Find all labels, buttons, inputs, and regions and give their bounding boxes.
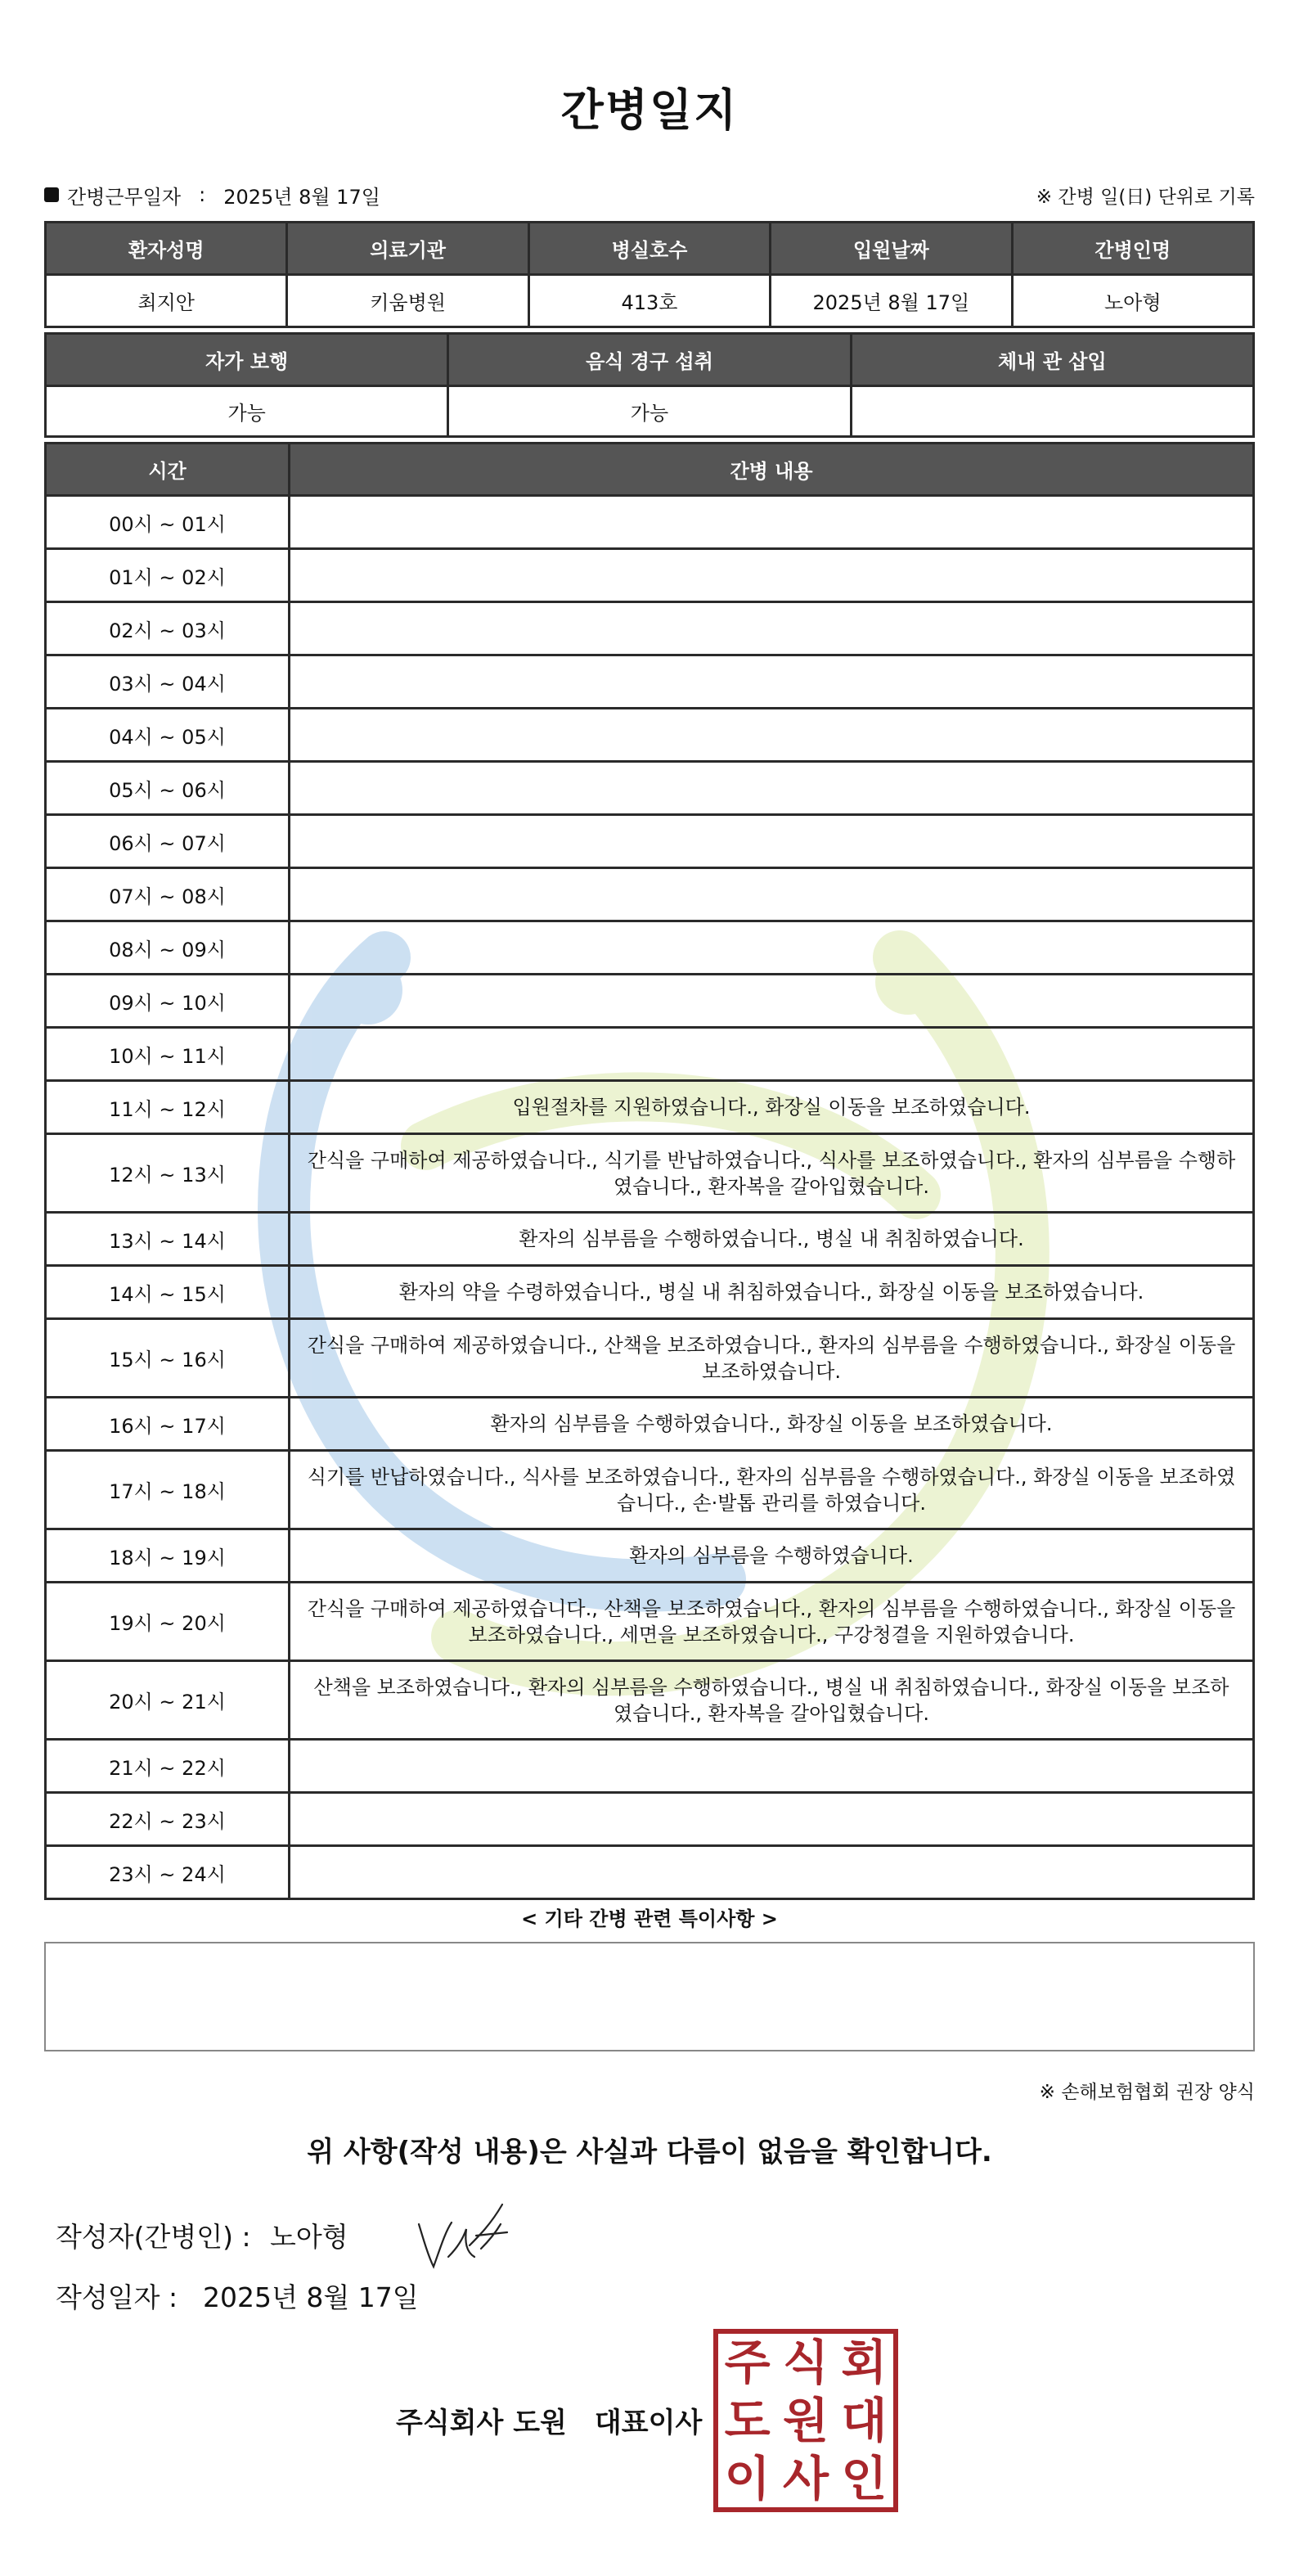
seal-char: 사 [782, 2450, 829, 2506]
seal-char: 식 [782, 2335, 829, 2391]
time-cell: 04시 ~ 05시 [46, 709, 290, 762]
time-cell: 23시 ~ 24시 [46, 1846, 290, 1899]
care-content-cell [290, 868, 1254, 921]
table-row [46, 496, 1254, 549]
care-content-cell [290, 602, 1254, 655]
care-content-cell [290, 1028, 1254, 1081]
writer-line [56, 2216, 348, 2254]
seal-char: 도 [724, 2392, 771, 2448]
caregiver-name: 노아형 [1012, 275, 1253, 327]
seal-char: 원 [782, 2392, 829, 2448]
time-cell: 19시 ~ 20시 [46, 1583, 290, 1661]
page-title: 간병일지 [560, 84, 739, 136]
work-date-label: 간병근무일자 [67, 185, 182, 209]
care-content-cell: 식기를 반납하였습니다., 식사를 보조하였습니다., 환자의 심부름을 수행하였습니다., 화장실 이동을 보조하였습니다., 손·발톱 관리를 하였습니다. [290, 1451, 1254, 1529]
time-cell: 05시 ~ 06시 [46, 762, 290, 815]
meta-row [44, 178, 1255, 211]
care-content-cell: 간식을 구매하여 제공하였습니다., 산책을 보조하였습니다., 환자의 심부름을 수행하였습니다., 화장실 이동을 보조하였습니다., 세면을 보조하였습니다., 구강청결을 지원하였습니다. [290, 1583, 1254, 1661]
seal-char: 주 [724, 2335, 771, 2391]
written-date-line [56, 2277, 419, 2315]
time-cell: 21시 ~ 22시 [46, 1740, 290, 1793]
care-content-cell: 환자의 약을 수령하였습니다., 병실 내 취침하였습니다., 화장실 이동을 보조하였습니다. [290, 1266, 1254, 1319]
company-name: 주식회사 도원 [396, 2407, 567, 2439]
table-row [46, 921, 1254, 975]
table-row [46, 762, 1254, 815]
header-patient-name: 환자성명 [46, 223, 287, 275]
care-content-cell: 간식을 구매하여 제공하였습니다., 식기를 반납하였습니다., 식사를 보조하였습니다., 환자의 심부름을 수행하였습니다., 환자복을 갈아입혔습니다. [290, 1134, 1254, 1213]
table-row [46, 709, 1254, 762]
time-cell: 10시 ~ 11시 [46, 1028, 290, 1081]
time-cell: 22시 ~ 23시 [46, 1793, 290, 1846]
header-admission-date: 입원날짜 [771, 223, 1012, 275]
record-unit-note: ※ 간병 일(日) 단위로 기록 [1036, 186, 1255, 208]
time-cell: 11시 ~ 12시 [46, 1081, 290, 1134]
time-cell: 18시 ~ 19시 [46, 1529, 290, 1583]
patient-info-table [44, 221, 1255, 328]
header-hospital: 의료기관 [287, 223, 528, 275]
table-row [46, 868, 1254, 921]
seal-char: 대 [841, 2392, 888, 2448]
table-row [46, 1081, 1254, 1134]
patient-name: 최지안 [46, 275, 287, 327]
header-caregiver-name: 간병인명 [1012, 223, 1253, 275]
hospital-name: 키움병원 [287, 275, 528, 327]
care-content-cell [290, 975, 1254, 1028]
written-date-value: 2025년 8월 17일 [203, 2281, 419, 2313]
writer-name: 노아형 [270, 2221, 348, 2253]
company-seal-stamp [713, 2329, 898, 2512]
header-room-number: 병실호수 [528, 223, 770, 275]
care-content-cell [290, 496, 1254, 549]
special-notes-box [44, 1942, 1255, 2051]
table-row [46, 1134, 1254, 1213]
time-cell: 14시 ~ 15시 [46, 1266, 290, 1319]
time-cell: 08시 ~ 09시 [46, 921, 290, 975]
table-row [46, 1028, 1254, 1081]
self-walking-value: 가능 [46, 386, 448, 437]
time-cell: 12시 ~ 13시 [46, 1134, 290, 1213]
square-bullet-icon [44, 187, 59, 202]
care-content-cell [290, 1740, 1254, 1793]
time-cell: 13시 ~ 14시 [46, 1213, 290, 1266]
time-cell: 00시 ~ 01시 [46, 496, 290, 549]
time-cell: 17시 ~ 18시 [46, 1451, 290, 1529]
time-cell: 15시 ~ 16시 [46, 1319, 290, 1398]
care-content-cell: 환자의 심부름을 수행하였습니다., 병실 내 취침하였습니다. [290, 1213, 1254, 1266]
special-notes-title: < 기타 간병 관련 특이사항 > [521, 1907, 778, 1930]
work-date-separator: : [199, 183, 206, 206]
time-cell: 16시 ~ 17시 [46, 1398, 290, 1451]
header-time: 시간 [46, 444, 290, 496]
seal-char: 인 [841, 2450, 888, 2506]
care-content-cell [290, 1793, 1254, 1846]
header-tube-insertion: 체내 관 삽입 [851, 334, 1253, 386]
care-content-cell: 환자의 심부름을 수행하였습니다. [290, 1529, 1254, 1583]
table-row [46, 815, 1254, 868]
care-content-cell [290, 762, 1254, 815]
care-content-cell: 산책을 보조하였습니다., 환자의 심부름을 수행하였습니다., 병실 내 취침하였습니다., 화장실 이동을 보조하였습니다., 환자복을 갈아입혔습니다. [290, 1661, 1254, 1740]
header-self-walking: 자가 보행 [46, 334, 448, 386]
time-cell: 03시 ~ 04시 [46, 655, 290, 709]
table-row [46, 1451, 1254, 1529]
tube-insertion-value [851, 386, 1253, 437]
care-content-cell [290, 655, 1254, 709]
care-content-cell [290, 815, 1254, 868]
care-content-cell: 입원절차를 지원하였습니다., 화장실 이동을 보조하였습니다. [290, 1081, 1254, 1134]
table-row [46, 1661, 1254, 1740]
signature-icon [416, 2200, 514, 2273]
care-content-cell: 간식을 구매하여 제공하였습니다., 산책을 보조하였습니다., 환자의 심부름을 수행하였습니다., 화장실 이동을 보조하였습니다. [290, 1319, 1254, 1398]
care-log-table [44, 442, 1255, 1900]
writer-label: 작성자(간병인) : [56, 2221, 251, 2253]
admission-date: 2025년 8월 17일 [771, 275, 1012, 327]
header-oral-intake: 음식 경구 섭취 [448, 334, 851, 386]
care-content-cell: 환자의 심부름을 수행하였습니다., 화장실 이동을 보조하였습니다. [290, 1398, 1254, 1451]
seal-char: 이 [724, 2450, 771, 2506]
oral-intake-value: 가능 [448, 386, 851, 437]
table-row [46, 1740, 1254, 1793]
table-row [46, 1793, 1254, 1846]
ability-table [44, 332, 1255, 438]
header-care-content: 간병 내용 [290, 444, 1254, 496]
table-row [46, 1213, 1254, 1266]
table-row [46, 1266, 1254, 1319]
table-row [46, 1583, 1254, 1661]
care-content-cell [290, 1846, 1254, 1899]
care-content-cell [290, 549, 1254, 602]
table-row [46, 975, 1254, 1028]
table-row [46, 1846, 1254, 1899]
time-cell: 02시 ~ 03시 [46, 602, 290, 655]
time-cell: 07시 ~ 08시 [46, 868, 290, 921]
table-row [46, 655, 1254, 709]
table-row [46, 602, 1254, 655]
care-content-cell [290, 921, 1254, 975]
care-content-cell [290, 709, 1254, 762]
time-cell: 06시 ~ 07시 [46, 815, 290, 868]
insurance-association-note: ※ 손해보험협회 권장 양식 [1039, 2082, 1255, 2103]
seal-char: 회 [841, 2335, 888, 2391]
room-number: 413호 [528, 275, 770, 327]
time-cell: 20시 ~ 21시 [46, 1661, 290, 1740]
confirmation-statement: 위 사항(작성 내용)은 사실과 다름이 없음을 확인합니다. [307, 2136, 992, 2168]
company-representative-title: 대표이사 [594, 2407, 703, 2439]
table-row [46, 1398, 1254, 1451]
table-row [46, 549, 1254, 602]
company-line [396, 2400, 702, 2440]
table-row [46, 1319, 1254, 1398]
written-date-label: 작성일자 : [56, 2281, 178, 2313]
table-row [46, 1529, 1254, 1583]
time-cell: 01시 ~ 02시 [46, 549, 290, 602]
time-cell: 09시 ~ 10시 [46, 975, 290, 1028]
work-date-value: 2025년 8월 17일 [223, 185, 380, 209]
